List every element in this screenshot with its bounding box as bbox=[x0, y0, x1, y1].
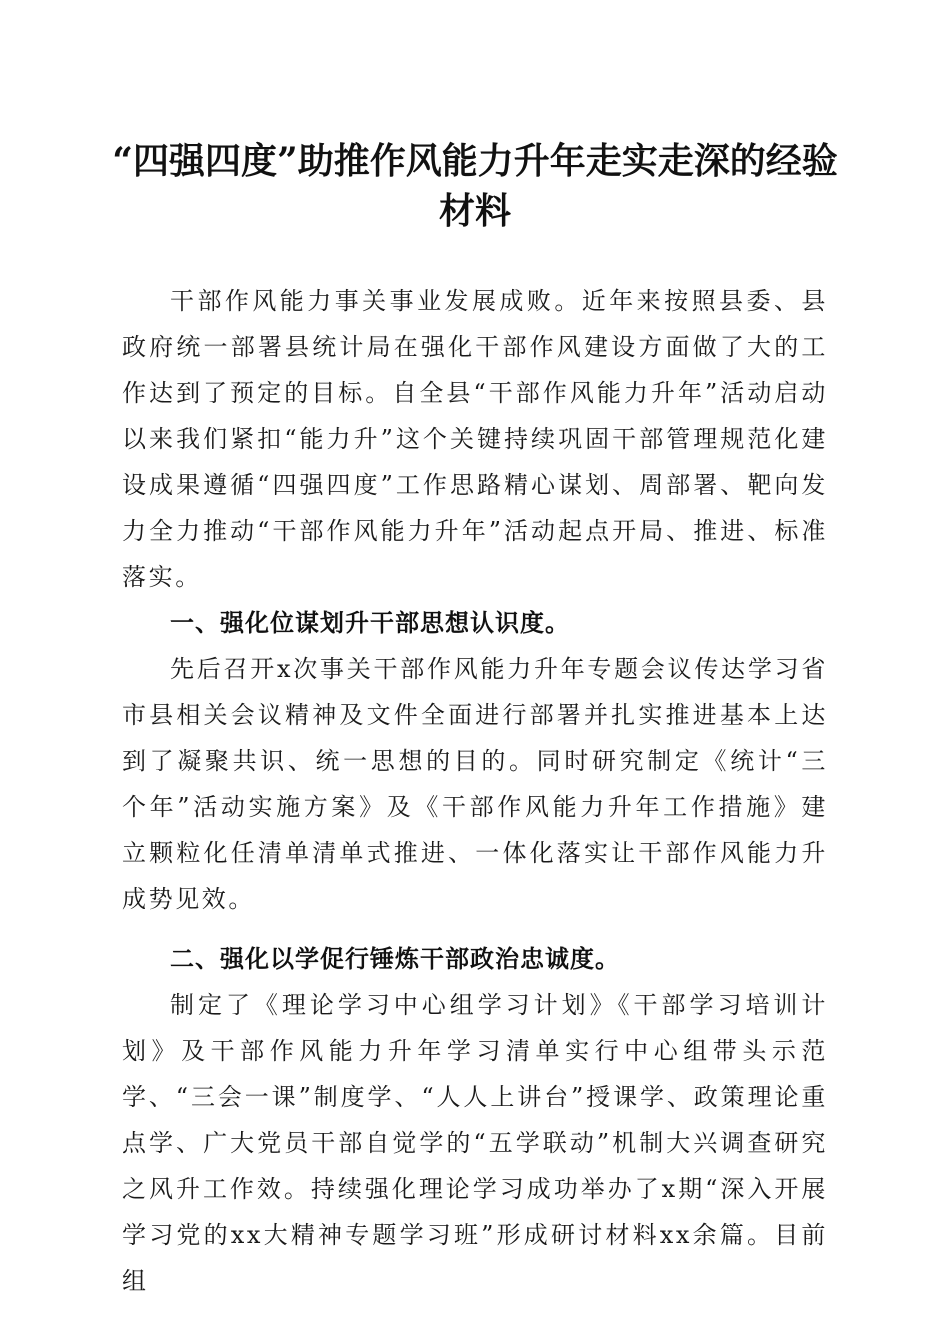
intro-paragraph: 干部作风能力事关事业发展成败。近年来按照县委、县政府统一部署县统计局在强化干部作风建设方面做了大的工作达到了预定的目标。自全县“干部作风能力升年”活动启动以来我们紧扣“能力升”这个关键持续巩固干部管理规范化建设成果遵循“四强四度”工作思路精心谋划、周部署、靶向发力全力推动“干部作风能力升年”活动起点开局、推进、标准落实。 bbox=[122, 287, 828, 591]
section-2-heading: 二、强化以学促行锤炼干部政治忠诚度。 bbox=[170, 945, 620, 973]
document-body bbox=[122, 278, 828, 1304]
section-2-paragraph: 制定了《理论学习中心组学习计划》《干部学习培训计划》及干部作风能力升年学习清单实行中心组带头示范学、“三会一课”制度学、“人人上讲台”授课学、政策理论重点学、广大党员干部自觉学的“五学联动”机制大兴调查研究之风升工作效。持续强化理论学习成功举办了x期“深入开展学习党的xx大精神专题学习班”形成研讨材料xx余篇。目前组 bbox=[122, 991, 828, 1295]
document-title: “四强四度”助推作风能力升年走实走深的经验材料 bbox=[112, 140, 838, 232]
section-spacer bbox=[122, 922, 828, 936]
section-1-heading: 一、强化位谋划升干部思想认识度。 bbox=[170, 609, 570, 637]
section-1-paragraph: 先后召开x次事关干部作风能力升年专题会议传达学习省市县相关会议精神及文件全面进行部署并扎实推进基本上达到了凝聚共识、统一思想的目的。同时研究制定《统计“三个年”活动实施方案》及《干部作风能力升年工作措施》建立颗粒化任清单清单式推进、一体化落实让干部作风能力升成势见效。 bbox=[122, 655, 828, 913]
